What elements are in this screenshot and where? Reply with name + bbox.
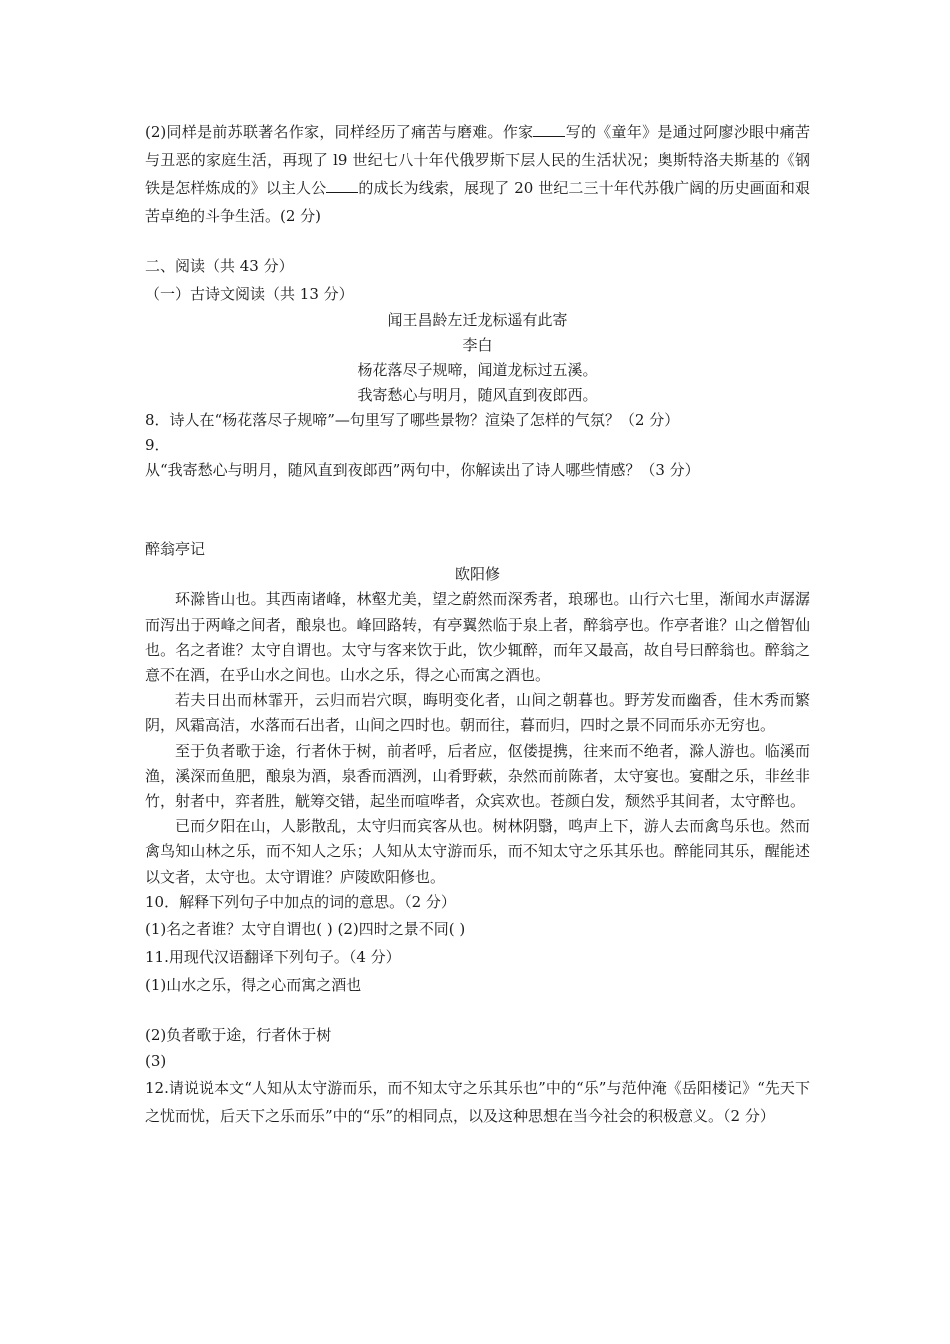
question-11-item-3: (3) (145, 1051, 167, 1070)
essay-block (145, 537, 810, 890)
answer-blank-author[interactable] (533, 122, 565, 137)
question-10-items: (1)名之者谁？太守自谓也( ) (2)四时之景不同( ) (145, 919, 466, 938)
essay-title: 醉翁亭记 (145, 540, 206, 558)
question-11: 11.用现代汉语翻译下列句子。（4 分） (145, 947, 401, 966)
answer-blank-protagonist[interactable] (326, 178, 358, 193)
poem-title: 闻王昌龄左迁龙标遥有此寄 (387, 311, 568, 329)
subsection-heading-poetry: （一）古诗文阅读（共 13 分） (145, 285, 354, 303)
essay-paragraph-4: 已而夕阳在山，人影散乱，太守归而宾客从也。树林阴翳，鸣声上下，游人去而禽鸟乐也。然而禽鸟知山林之乐，而不知人之乐；人知从太守游而乐，而不知太守之乐其乐也。醉能同其乐，醒能述以文者，太守也。太守谓谁？庐陵欧阳修也。 (145, 817, 810, 886)
poem-line-2: 我寄愁心与明月，随风直到夜郎西。 (357, 386, 598, 404)
essay-paragraph-3: 至于负者歌于途，行者休于树，前者呼，后者应，伛偻提携，往来而不绝者，滁人游也。临溪而渔，溪深而鱼肥，酿泉为酒，泉香而酒洌，山肴野蔌，杂然而前陈者，太守宴也。宴酣之乐，非丝非竹，射者中，弈者胜，觥筹交错，起坐而喧哗者，众宾欢也。苍颜白发，颓然乎其间者，太守醉也。 (145, 741, 810, 811)
question-11-item-2: (2)负者歌于途，行者休于树 (145, 1025, 332, 1044)
poem-author: 李白 (462, 336, 493, 354)
question-12: 12.请说说本文“人知从太守游而乐，而不知太守之乐其乐也”中的“乐”与范仲淹《岳阳楼记》“先天下之忧而忧，后天下之乐而乐”中的“乐”的相同点，以及这种思想在当今社会的积极意义。（2 分） (145, 1078, 810, 1125)
essay-author: 欧阳修 (454, 565, 500, 584)
essay-paragraph-2: 若夫日出而林霏开，云归而岩穴暝，晦明变化者，山间之朝暮也。野芳发而幽香，佳木秀而繁阴，风霜高洁，水落而石出者，山间之四时也。朝而往，暮而归，四时之景不同而乐亦无穷也。 (145, 691, 810, 735)
question-10: 10．解释下列句子中加点的词的意思。（2 分） (145, 892, 456, 911)
document-page (145, 118, 810, 1130)
question-11-item-1: (1)山水之乐，得之心而寓之酒也 (145, 975, 362, 994)
question-9-number: 9． (145, 436, 170, 454)
question-9: 从“我寄愁心与明月，随风直到夜郎西”两句中，你解读出了诗人哪些情感？（3 分） (145, 461, 700, 479)
section-heading-reading: 二、阅读（共 43 分） (145, 257, 294, 275)
literature-question-2: (2)同样是前苏联著名作家，同样经历了痛苦与磨难。作家 写的《童年》是通过阿廖沙眼中痛苦与丑恶的家庭生活，再现了 l9 世纪七八十年代俄罗斯下层人民的生活状况；奥斯特洛夫斯基的《钢铁是怎样炼成的》以主人公 的成长为线索，展现了 20 世纪二三十年代苏俄广阔的历史画面和艰苦卓绝的斗争生活。(2 分) (145, 123, 810, 225)
essay-paragraph-1: 环滁皆山也。其西南诸峰，林壑尤美，望之蔚然而深秀者，琅琊也。山行六七里，渐闻水声潺潺而泻出于两峰之间者，酿泉也。峰回路转，有亭翼然临于泉上者，醉翁亭也。作亭者谁？山之僧智仙也。名之者谁？太守自谓也。太守与客来饮于此，饮少辄醉，而年又最高，故自号曰醉翁也。醉翁之意不在酒，在乎山水之间也。山水之乐，得之心而寓之酒也。 (145, 590, 810, 685)
poem-line-1: 杨花落尽子规啼，闻道龙标过五溪。 (357, 361, 598, 379)
question-8: 8．诗人在“杨花落尽子规啼”—句里写了哪些景物？渲染了怎样的气氛？（2 分） (145, 411, 680, 429)
